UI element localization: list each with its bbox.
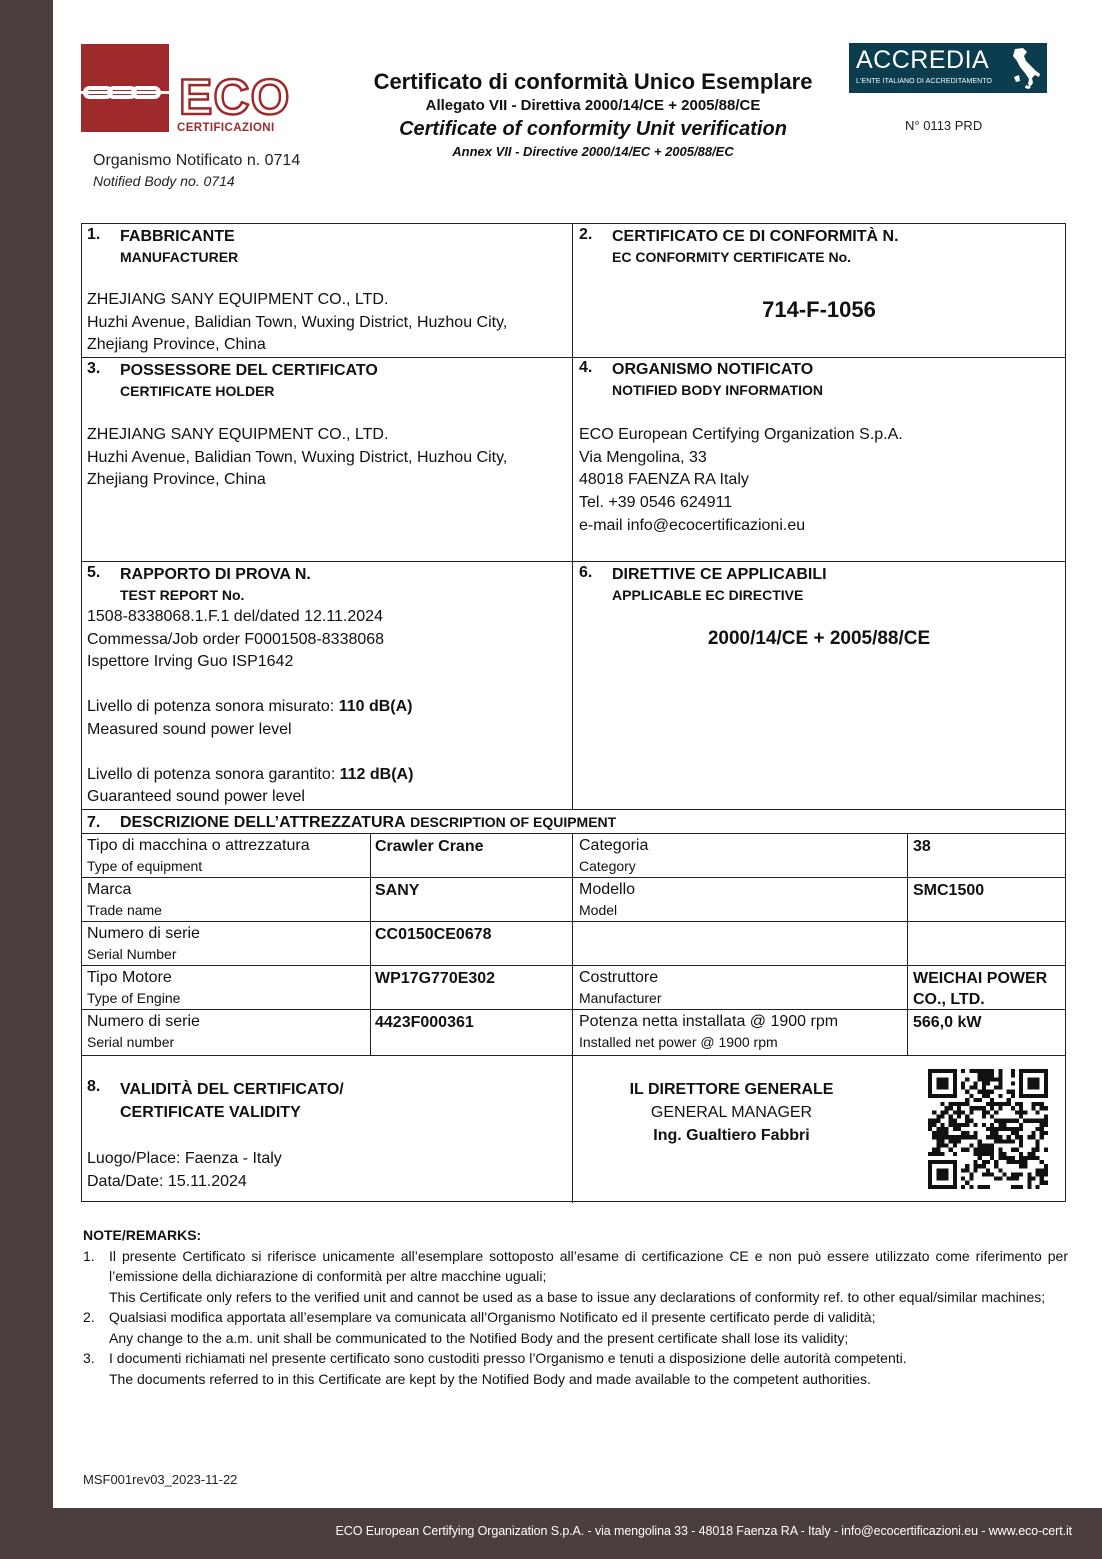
- title-italian: Certificato di conformità Unico Esemplare: [373, 69, 813, 94]
- section-title: VALIDITÀ DEL CERTIFICATO/: [120, 1081, 344, 1098]
- italy-map-icon: [1009, 47, 1043, 89]
- logo-eco-text: ECO: [179, 69, 291, 125]
- equipment-label: [87, 836, 367, 876]
- note-number: 3.: [83, 1350, 95, 1366]
- equipment-value: [375, 1012, 565, 1033]
- equipment-label-en: Type of equipment: [87, 858, 203, 874]
- equipment-value: [913, 968, 1061, 1010]
- equipment-label-en: Serial Number: [87, 946, 177, 962]
- guaranteed-value: 112 dB(A): [339, 765, 414, 783]
- body-city: 48018 FAENZA RA Italy: [579, 471, 749, 489]
- equipment-value: [913, 880, 1061, 901]
- section-validity: [87, 1078, 567, 1193]
- section-certificate-holder: [87, 360, 567, 492]
- equipment-label-text: Categoria: [579, 837, 649, 854]
- inspector: Ispettore Irving Guo ISP1642: [87, 653, 294, 671]
- note-italian: Il presente Certificato si riferisce unicamente all’esemplare sottoposto all’esame di certificazione CE e non può essere utilizzato come riferimento per l’emissione della dichiarazione di conformità per altre macchine uguali;: [109, 1247, 1068, 1284]
- logo-certificazioni-text: CERTIFICAZIONI: [177, 122, 275, 134]
- equipment-label-text: Tipo di macchina o attrezzatura: [87, 837, 310, 854]
- manufacturer-name: ZHEJIANG SANY EQUIPMENT CO., LTD.: [87, 291, 389, 308]
- guaranteed-sound-level-en: Guaranteed sound power level: [87, 788, 305, 806]
- equipment-value: [375, 968, 565, 989]
- accredia-name: ACCREDIA: [856, 46, 990, 74]
- section-title: DIRETTIVE CE APPLICABILI: [612, 566, 827, 583]
- equipment-label: [579, 1012, 859, 1052]
- equipment-label: [87, 924, 367, 964]
- measured-sound-level: [87, 696, 567, 719]
- equipment-value: [913, 1012, 1061, 1033]
- section-title-en: EC CONFORMITY CERTIFICATE No.: [612, 249, 852, 265]
- section-title-en: NOTIFIED BODY INFORMATION: [612, 382, 824, 398]
- equipment-value-text: 4423F000361: [375, 1014, 474, 1031]
- equipment-label: [87, 968, 367, 1008]
- equipment-label: [87, 880, 367, 920]
- note-number: 2.: [83, 1309, 95, 1325]
- note-italian: I documenti richiamati nel presente certificato sono custoditi presso l’Organismo e tenuti a disposizione delle autorità competenti.: [109, 1350, 907, 1366]
- section-title-en: TEST REPORT No.: [120, 587, 245, 603]
- equipment-label-en: Installed net power @ 1900 rpm: [579, 1034, 778, 1050]
- equipment-label-text: Marca: [87, 881, 132, 898]
- note-item: [83, 1246, 1068, 1308]
- section-number: 3.: [87, 360, 101, 377]
- section-title-en: DESCRIPTION OF EQUIPMENT: [410, 814, 617, 830]
- qr-code-icon: [928, 1069, 1048, 1189]
- director-name: Ing. Gualtiero Fabbri: [653, 1127, 810, 1144]
- equipment-label: [579, 968, 859, 1008]
- notified-body-number: Organismo Notificato n. 0714: [93, 152, 301, 169]
- notified-body-number-en: Notified Body no. 0714: [93, 173, 235, 189]
- notes-section: [83, 1225, 1068, 1389]
- note-english: This Certificate only refers to the verified unit and cannot be used as a base to issue any declarations of conformity ref. to other equal/similar machines;: [109, 1288, 1046, 1305]
- eco-logo: [81, 44, 306, 136]
- accredia-logo: [849, 43, 1047, 93]
- body-name: ECO European Certifying Organization S.p.A.: [579, 426, 903, 443]
- holder-address: Huzhi Avenue, Balidian Town, Wuxing District, Huzhou City,: [87, 448, 508, 466]
- page-footer: [53, 1508, 1102, 1559]
- section-title: RAPPORTO DI PROVA N.: [120, 566, 311, 583]
- note-english: The documents referred to in this Certificate are kept by the Notified Body and made available to the competent authorities.: [109, 1370, 871, 1387]
- note-item: [83, 1307, 1068, 1348]
- section-number: 6.: [579, 564, 593, 581]
- equipment-value-text: SMC1500: [913, 882, 985, 899]
- equipment-label-en: Manufacturer: [579, 990, 662, 1006]
- manufacturer-region: Zhejiang Province, China: [87, 336, 266, 354]
- equipment-label-text: Tipo Motore: [87, 969, 172, 986]
- manufacturer-address: Huzhi Avenue, Balidian Town, Wuxing District, Huzhou City,: [87, 313, 508, 331]
- certificate-number: 714-F-1056: [762, 297, 876, 322]
- validity-place: Luogo/Place: Faenza - Italy: [87, 1150, 282, 1167]
- accredia-subtitle: L'ENTE ITALIANO DI ACCREDITAMENTO: [856, 78, 993, 85]
- section-number: 8.: [87, 1078, 101, 1095]
- section-title-en: APPLICABLE EC DIRECTIVE: [612, 587, 804, 603]
- holder-name: ZHEJIANG SANY EQUIPMENT CO., LTD.: [87, 426, 389, 443]
- job-order: Commessa/Job order F0001508-8338068: [87, 630, 385, 648]
- equipment-value-text: 566,0 kW: [913, 1014, 982, 1031]
- equipment-label-en: Type of Engine: [87, 990, 181, 1006]
- notes-title: NOTE/REMARKS:: [83, 1227, 202, 1243]
- section-title: CERTIFICATO CE DI CONFORMITÀ N.: [612, 228, 899, 245]
- test-report-number: 1508-8338068.1.F.1 del/dated 12.11.2024: [87, 608, 383, 625]
- equipment-value: [375, 880, 565, 901]
- certificate-table: [81, 223, 1066, 1202]
- footer-contact: ECO European Certifying Organization S.p.A. - via mengolina 33 - 48018 Faenza RA - Italy - info@ecocertificazioni.eu - www.eco-cert.it: [335, 1524, 1072, 1538]
- equipment-value: [913, 836, 1061, 857]
- body-phone: Tel. +39 0546 624911: [579, 494, 733, 512]
- certificate-titles: [343, 68, 843, 162]
- section-title-en: CERTIFICATE VALIDITY: [120, 1104, 301, 1121]
- equipment-value-text: SANY: [375, 882, 420, 899]
- equipment-value-text: 38: [913, 838, 931, 855]
- director-title-en: GENERAL MANAGER: [650, 1104, 813, 1121]
- director-title: IL DIRETTORE GENERALE: [629, 1081, 834, 1098]
- section-title: DESCRIZIONE DELL’ATTREZZATURA: [120, 814, 406, 831]
- equipment-label-text: Numero di serie: [87, 1013, 200, 1030]
- equipment-value: [375, 924, 565, 945]
- note-italian: Qualsiasi modifica apportata all’esemplare va comunicata all’Organismo Notificato ed il presente certificato perde di validità;: [109, 1309, 876, 1325]
- equipment-label-text: Costruttore: [579, 969, 659, 986]
- section-title: FABBRICANTE: [120, 228, 235, 245]
- equipment-label: [579, 880, 859, 920]
- logo-red-block: [81, 44, 169, 132]
- section-number: 7.: [87, 814, 101, 831]
- section-notified-body: [579, 359, 1059, 538]
- section-equipment-header: [87, 812, 1057, 833]
- measured-label: Livello di potenza sonora misurato:: [87, 698, 339, 716]
- equipment-label-text: Potenza netta installata @ 1900 rpm: [579, 1013, 839, 1030]
- subtitle-italian: Allegato VII - Direttiva 2000/14/CE + 2005/88/CE: [425, 97, 761, 114]
- note-english: Any change to the a.m. unit shall be communicated to the Notified Body and the present certificate shall lose its validity;: [109, 1329, 849, 1346]
- equipment-label-en: Serial number: [87, 1034, 175, 1050]
- section-title-en: MANUFACTURER: [120, 249, 239, 265]
- section-test-report: [87, 564, 567, 809]
- equipment-value-text: Crawler Crane: [375, 838, 484, 855]
- equipment-label-en: Model: [579, 902, 618, 918]
- body-email: e-mail info@ecocertificazioni.eu: [579, 516, 806, 534]
- section-number: 5.: [87, 564, 101, 581]
- section-title: ORGANISMO NOTIFICATO: [612, 361, 814, 378]
- subtitle-english: Annex VII - Directive 2000/14/EC + 2005/88/EC: [452, 144, 734, 159]
- section-title: POSSESSORE DEL CERTIFICATO: [120, 362, 378, 379]
- equipment-label: [87, 1012, 367, 1052]
- accredia-number: N° 0113 PRD: [905, 118, 983, 133]
- section-certificate-number: [579, 226, 1059, 323]
- section-number: 1.: [87, 226, 101, 243]
- equipment-label-text: Numero di serie: [87, 925, 200, 942]
- certificate-page: [53, 0, 1102, 1508]
- title-english: Certificate of conformity Unit verification: [399, 118, 787, 140]
- measured-sound-level-en: Measured sound power level: [87, 720, 292, 738]
- body-street: Via Mengolina, 33: [579, 448, 707, 466]
- validity-date: Data/Date: 15.11.2024: [87, 1172, 247, 1190]
- section-number: 4.: [579, 359, 593, 376]
- measured-value: 110 dB(A): [338, 698, 413, 716]
- equipment-value-text: WP17G770E302: [375, 970, 496, 987]
- equipment-label: [579, 836, 859, 876]
- note-number: 1.: [83, 1247, 95, 1264]
- section-number: 2.: [579, 226, 593, 243]
- guaranteed-sound-level: [87, 764, 567, 787]
- section-manufacturer: [87, 226, 567, 357]
- equipment-value-text: CC0150CE0678: [375, 926, 492, 943]
- note-item: [83, 1348, 1068, 1389]
- equipment-value: [375, 836, 565, 857]
- section-title-en: CERTIFICATE HOLDER: [120, 383, 275, 399]
- equipment-label-en: Category: [579, 858, 636, 874]
- form-code: MSF001rev03_2023-11-22: [83, 1472, 238, 1487]
- section-directives: [579, 564, 1059, 650]
- equipment-value-text: WEICHAI POWER CO., LTD.: [913, 970, 1048, 1008]
- equipment-label-en: Trade name: [87, 902, 162, 918]
- directives-value: 2000/14/CE + 2005/88/CE: [707, 628, 931, 649]
- guaranteed-label: Livello di potenza sonora garantito:: [87, 765, 340, 783]
- holder-region: Zhejiang Province, China: [87, 471, 266, 489]
- equipment-label-text: Modello: [579, 881, 636, 898]
- signature-block: [574, 1078, 889, 1147]
